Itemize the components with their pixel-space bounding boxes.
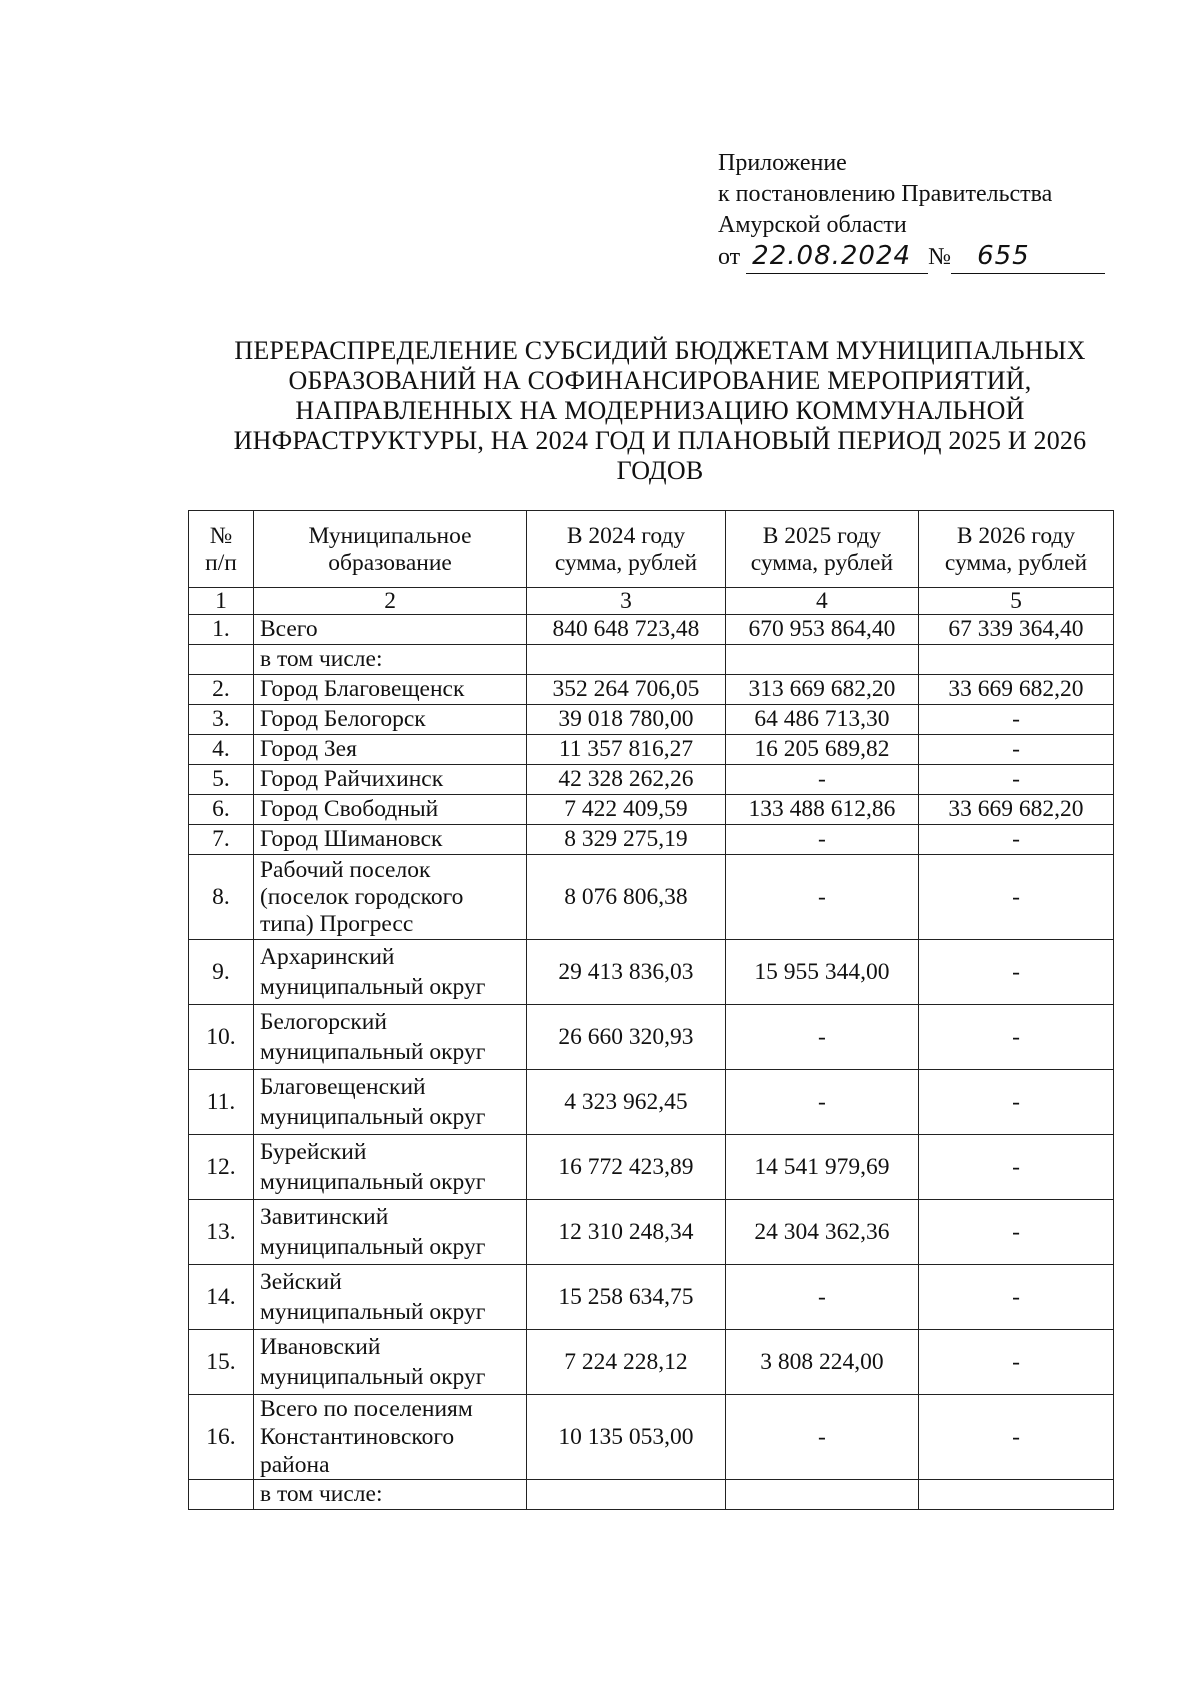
value-2024: 39 018 780,00	[527, 705, 726, 735]
column-number: 2	[253, 588, 526, 615]
row-name: Всего по поселениям Константиновского района	[253, 1395, 526, 1480]
value-2026: 33 669 682,20	[918, 795, 1113, 825]
table-row	[189, 1265, 1114, 1330]
row-name: Всего	[253, 615, 526, 645]
value-2024: 4 323 962,45	[527, 1070, 726, 1135]
row-name: Завитинский муниципальный округ	[253, 1200, 526, 1265]
value-2025: -	[725, 1395, 918, 1480]
row-number: 1.	[189, 615, 254, 645]
value-2025: 3 808 224,00	[725, 1330, 918, 1395]
row-number: 4.	[189, 735, 254, 765]
value-2024: 42 328 262,26	[527, 765, 726, 795]
table-row	[189, 1330, 1114, 1395]
value-2024: 12 310 248,34	[527, 1200, 726, 1265]
table-row	[189, 1070, 1114, 1135]
value-2024: 352 264 706,05	[527, 675, 726, 705]
row-number: 2.	[189, 675, 254, 705]
table-row	[189, 1135, 1114, 1200]
table-row	[189, 1200, 1114, 1265]
column-number-row	[189, 588, 1114, 615]
appendix-line-2: к постановлению Правительства	[718, 181, 1053, 207]
appendix-line-1: Приложение	[718, 150, 847, 176]
value-2024: 26 660 320,93	[527, 1005, 726, 1070]
handwritten-number: 655	[977, 241, 1030, 271]
value-2026: -	[918, 1005, 1113, 1070]
value-2024: 15 258 634,75	[527, 1265, 726, 1330]
table-row	[189, 940, 1114, 1005]
row-name: в том числе:	[253, 645, 526, 675]
value-2024: 11 357 816,27	[527, 735, 726, 765]
column-number: 3	[527, 588, 726, 615]
row-name: Город Райчихинск	[253, 765, 526, 795]
table-row	[189, 675, 1114, 705]
row-name: Город Зея	[253, 735, 526, 765]
row-number: 9.	[189, 940, 254, 1005]
value-2026: -	[918, 765, 1113, 795]
title-line-4: ИНФРАСТРУКТУРЫ, НА 2024 ГОД И ПЛАНОВЫЙ ПЕРИОД 2025 И 2026	[233, 426, 1087, 455]
header-2024: В 2024 году сумма, рублей	[527, 511, 726, 588]
value-2025: -	[725, 1005, 918, 1070]
row-number: 15.	[189, 1330, 254, 1395]
value-2026: -	[918, 825, 1113, 855]
row-name: Город Свободный	[253, 795, 526, 825]
value-2026: -	[918, 1395, 1113, 1480]
table-row	[189, 795, 1114, 825]
date-field	[746, 241, 928, 274]
number-field	[951, 241, 1105, 274]
value-2026: -	[918, 1070, 1113, 1135]
table-row	[189, 1395, 1114, 1480]
row-number: 7.	[189, 825, 254, 855]
row-name: Город Белогорск	[253, 705, 526, 735]
row-name: Благовещенский муниципальный округ	[253, 1070, 526, 1135]
table-row	[189, 615, 1114, 645]
value-2025: 64 486 713,30	[725, 705, 918, 735]
value-2025: 313 669 682,20	[725, 675, 918, 705]
value-2025: 670 953 864,40	[725, 615, 918, 645]
header-2026: В 2026 году сумма, рублей	[918, 511, 1113, 588]
table-row	[189, 765, 1114, 795]
table-row	[189, 825, 1114, 855]
header-2025: В 2025 году сумма, рублей	[725, 511, 918, 588]
value-2025: -	[725, 765, 918, 795]
value-2025: 15 955 344,00	[725, 940, 918, 1005]
table-row	[189, 855, 1114, 940]
table-row	[189, 1005, 1114, 1070]
table-row	[189, 735, 1114, 765]
title-line-2: ОБРАЗОВАНИЙ НА СОФИНАНСИРОВАНИЕ МЕРОПРИЯТИЙ,	[288, 366, 1032, 395]
row-number: 6.	[189, 795, 254, 825]
value-2025	[725, 645, 918, 675]
column-number: 5	[918, 588, 1113, 615]
row-name: Рабочий поселок (поселок городского типа) Прогресс	[253, 855, 526, 940]
value-2024: 7 224 228,12	[527, 1330, 726, 1395]
header-name: Муниципальное образование	[253, 511, 526, 588]
value-2026: -	[918, 1135, 1113, 1200]
value-2026: -	[918, 1330, 1113, 1395]
value-2025: -	[725, 855, 918, 940]
value-2026: 67 339 364,40	[918, 615, 1113, 645]
value-2026	[918, 1480, 1113, 1510]
column-number: 1	[189, 588, 254, 615]
appendix-date-line	[718, 241, 1105, 274]
value-2026: -	[918, 705, 1113, 735]
value-2024: 8 076 806,38	[527, 855, 726, 940]
row-name: Город Шимановск	[253, 825, 526, 855]
value-2025	[725, 1480, 918, 1510]
value-2026: -	[918, 1265, 1113, 1330]
row-number: 10.	[189, 1005, 254, 1070]
table-header-row	[189, 511, 1114, 588]
handwritten-date: 22.08.2024	[752, 241, 912, 271]
table-row	[189, 1480, 1114, 1510]
value-2025: -	[725, 1265, 918, 1330]
row-number: 12.	[189, 1135, 254, 1200]
value-2026: 33 669 682,20	[918, 675, 1113, 705]
value-2025: 24 304 362,36	[725, 1200, 918, 1265]
value-2026: -	[918, 735, 1113, 765]
title-line-1: ПЕРЕРАСПРЕДЕЛЕНИЕ СУБСИДИЙ БЮДЖЕТАМ МУНИЦИПАЛЬНЫХ	[234, 336, 1086, 365]
value-2025: 16 205 689,82	[725, 735, 918, 765]
value-2024: 10 135 053,00	[527, 1395, 726, 1480]
row-number: 8.	[189, 855, 254, 940]
value-2024	[527, 645, 726, 675]
row-number: 14.	[189, 1265, 254, 1330]
appendix-line-3: Амурской области	[718, 212, 907, 238]
document-title	[210, 336, 1110, 486]
value-2024: 7 422 409,59	[527, 795, 726, 825]
value-2024: 840 648 723,48	[527, 615, 726, 645]
from-label: от	[718, 244, 741, 270]
header-num: № п/п	[189, 511, 254, 588]
value-2024	[527, 1480, 726, 1510]
row-number: 13.	[189, 1200, 254, 1265]
table-row	[189, 705, 1114, 735]
row-name: Архаринский муниципальный округ	[253, 940, 526, 1005]
value-2024: 16 772 423,89	[527, 1135, 726, 1200]
value-2026: -	[918, 855, 1113, 940]
value-2025: 133 488 612,86	[725, 795, 918, 825]
number-label: №	[928, 244, 952, 270]
row-number	[189, 645, 254, 675]
value-2025: -	[725, 825, 918, 855]
title-line-3: НАПРАВЛЕННЫХ НА МОДЕРНИЗАЦИЮ КОММУНАЛЬНОЙ	[295, 396, 1025, 425]
row-number: 5.	[189, 765, 254, 795]
value-2024: 8 329 275,19	[527, 825, 726, 855]
column-number: 4	[725, 588, 918, 615]
subsidy-table	[188, 510, 1114, 1510]
row-number	[189, 1480, 254, 1510]
value-2025: 14 541 979,69	[725, 1135, 918, 1200]
title-line-5: ГОДОВ	[616, 456, 704, 485]
row-name: Белогорский муниципальный округ	[253, 1005, 526, 1070]
table-row	[189, 645, 1114, 675]
value-2026	[918, 645, 1113, 675]
row-name: в том числе:	[253, 1480, 526, 1510]
row-name: Ивановский муниципальный округ	[253, 1330, 526, 1395]
row-number: 11.	[189, 1070, 254, 1135]
row-name: Город Благовещенск	[253, 675, 526, 705]
appendix-block	[718, 148, 1105, 274]
row-number: 3.	[189, 705, 254, 735]
row-name: Бурейский муниципальный округ	[253, 1135, 526, 1200]
value-2026: -	[918, 1200, 1113, 1265]
row-name: Зейский муниципальный округ	[253, 1265, 526, 1330]
value-2025: -	[725, 1070, 918, 1135]
value-2024: 29 413 836,03	[527, 940, 726, 1005]
row-number: 16.	[189, 1395, 254, 1480]
value-2026: -	[918, 940, 1113, 1005]
